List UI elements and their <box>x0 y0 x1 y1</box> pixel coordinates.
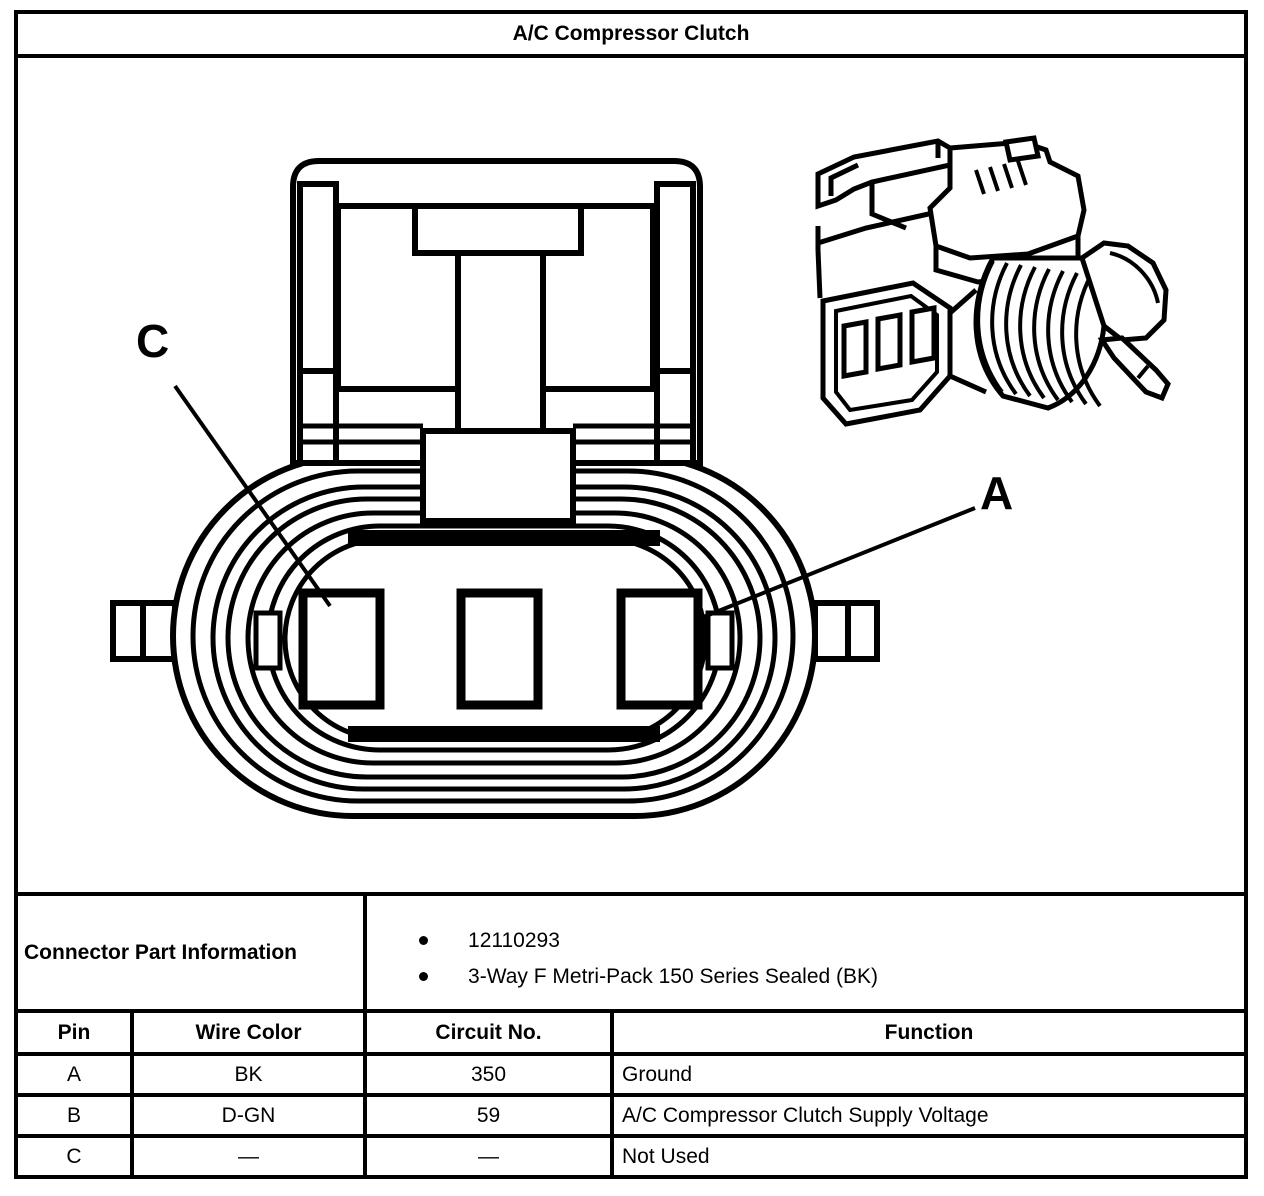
wire-color-cell: D-GN <box>132 1095 365 1136</box>
pin-cell: B <box>16 1095 132 1136</box>
circuit-no-cell: — <box>365 1136 612 1177</box>
part-info-label-cell: Connector Part Information <box>16 894 365 1011</box>
bullet-icon <box>419 936 428 945</box>
col-header-function: Function <box>612 1011 1246 1054</box>
cavity-top-band <box>348 530 660 546</box>
pin-cavity-b <box>461 593 538 705</box>
keyway-stem <box>458 251 543 431</box>
housing-rail-left <box>300 184 336 463</box>
part-number-line <box>367 923 1244 959</box>
connector-front-view <box>113 161 975 816</box>
iso-slot-2 <box>878 315 900 369</box>
pin-cell: A <box>16 1054 132 1095</box>
col-header-circuit-no: Circuit No. <box>365 1011 612 1054</box>
wire-color-cell: — <box>132 1136 365 1177</box>
function-cell: Not Used <box>612 1136 1246 1177</box>
col-header-wire-color: Wire Color <box>132 1011 365 1054</box>
pin-table-header-row <box>16 1011 1246 1054</box>
col-header-pin: Pin <box>16 1011 132 1054</box>
bullet-icon <box>419 972 428 981</box>
function-cell: Ground <box>612 1054 1246 1095</box>
circuit-no-cell: 59 <box>365 1095 612 1136</box>
iso-slot-1 <box>844 322 866 376</box>
pin-cavity-a <box>621 593 698 705</box>
pin-cell: C <box>16 1136 132 1177</box>
index-notch-left <box>256 613 280 668</box>
keyway-bottom-flange <box>423 431 573 521</box>
part-info-details-cell <box>365 894 1246 1011</box>
iso-upper-body <box>930 142 1084 258</box>
connector-diagram-svg <box>18 58 1244 892</box>
table-row-pin-c <box>16 1136 1246 1177</box>
housing-rail-right <box>657 184 693 463</box>
title-bar <box>14 10 1248 58</box>
iso-slot-3 <box>912 308 934 362</box>
pin-cavity-c <box>303 593 380 705</box>
function-cell: A/C Compressor Clutch Supply Voltage <box>612 1095 1246 1136</box>
page-frame <box>14 10 1248 1179</box>
part-info-row <box>16 894 1246 1011</box>
diagram-area <box>14 58 1248 892</box>
connector-isometric-view <box>818 138 1168 424</box>
iso-wire-stub <box>1102 338 1168 398</box>
circuit-no-cell: 350 <box>365 1054 612 1095</box>
part-number-text: 12110293 <box>468 928 560 952</box>
cavity-bottom-band <box>348 726 660 742</box>
connector-type-text: 3-Way F Metri-Pack 150 Series Sealed (BK) <box>468 964 879 988</box>
callout-label-a: A <box>980 467 1014 519</box>
page-title: A/C Compressor Clutch <box>512 22 750 45</box>
connector-info-table <box>14 892 1248 1179</box>
callout-label-c: C <box>136 315 170 367</box>
wire-color-cell: BK <box>132 1054 365 1095</box>
iso-top-notch <box>1006 138 1038 160</box>
keyway-top-flange <box>415 206 581 253</box>
table-row-pin-b <box>16 1095 1246 1136</box>
table-row-pin-a <box>16 1054 1246 1095</box>
index-notch-right <box>708 613 732 668</box>
connector-type-line <box>367 959 1244 995</box>
